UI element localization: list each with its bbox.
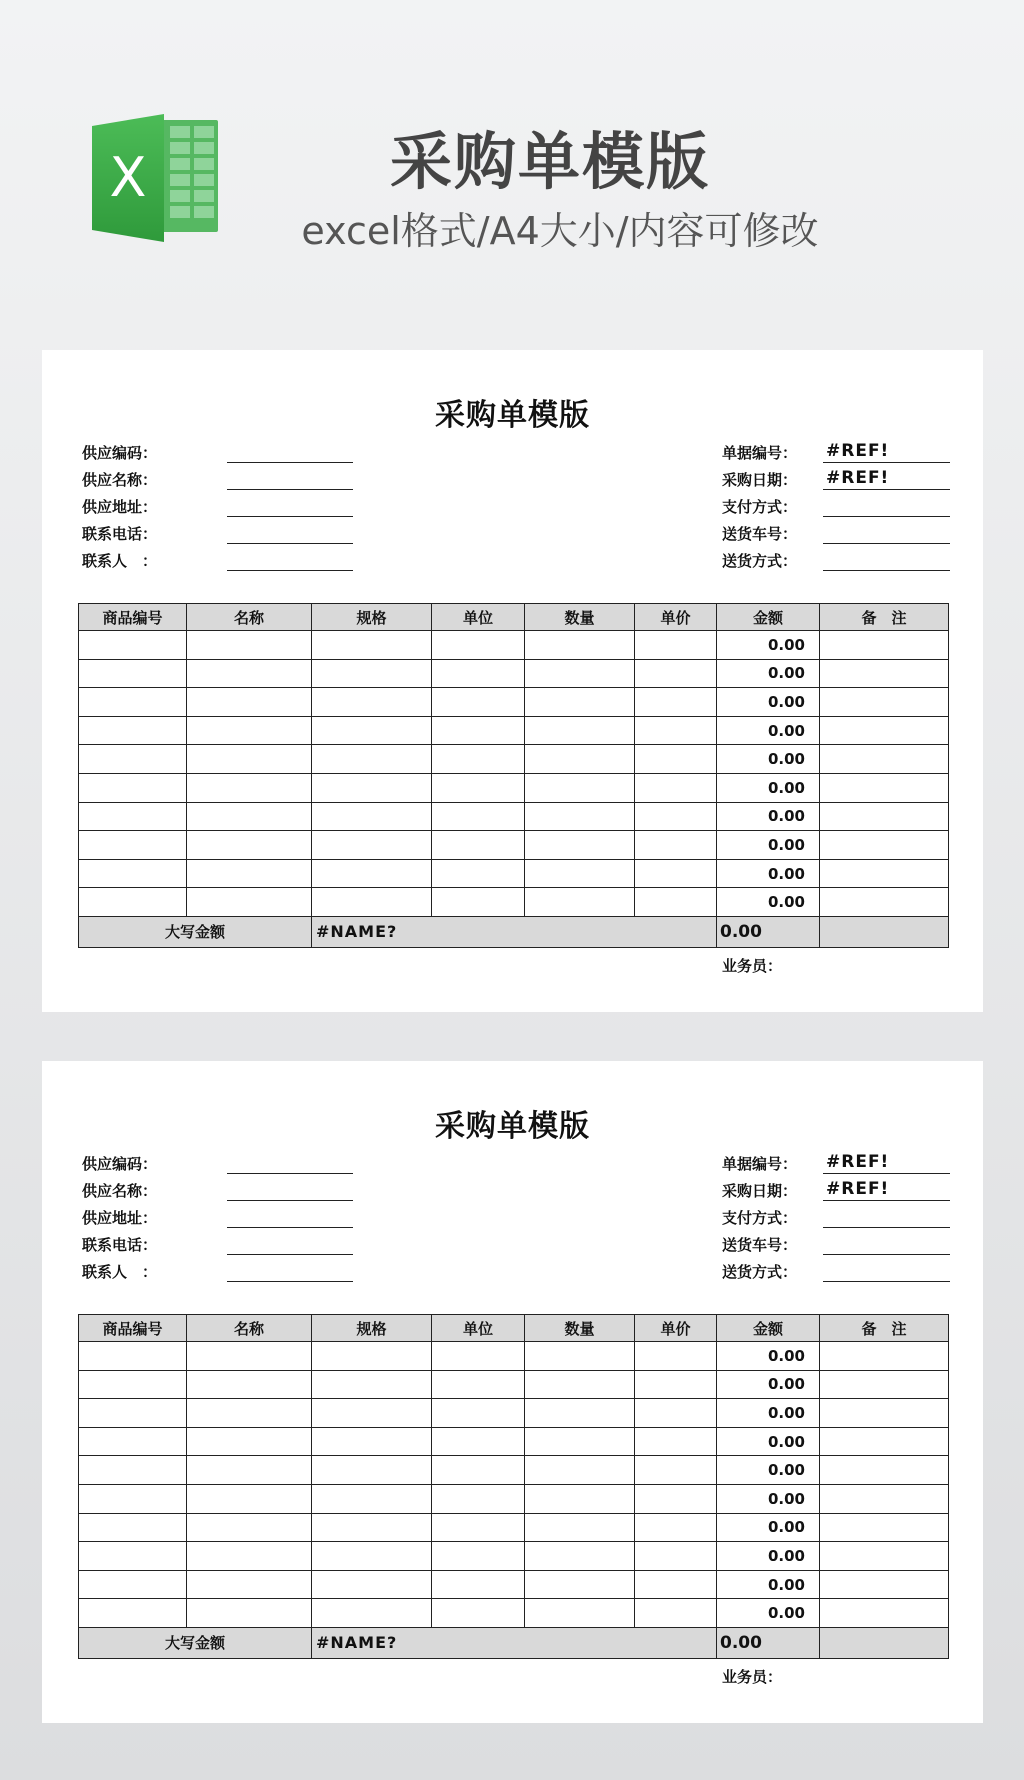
excel-icon	[88, 112, 226, 244]
sheet-title: 采购单模版	[435, 1109, 590, 1144]
contact-row	[82, 1257, 362, 1284]
amount-cell[interactable]: 0.00	[717, 1370, 820, 1399]
contact-label: 联系人 ：	[82, 552, 158, 570]
col-quantity: 数量	[525, 1315, 635, 1342]
col-product-code: 商品编号	[79, 604, 187, 631]
delivery-method-field[interactable]	[823, 1257, 950, 1282]
supplier-address-field[interactable]	[227, 1203, 353, 1228]
table-row	[79, 1570, 949, 1599]
vehicle-number-label: 送货车号：	[722, 1236, 798, 1254]
order-info	[722, 1149, 962, 1284]
amount-cell[interactable]: 0.00	[717, 1484, 820, 1513]
col-spec: 规格	[312, 1315, 432, 1342]
amount-cell[interactable]: 0.00	[717, 745, 820, 774]
page-title: 采购单模版	[389, 125, 710, 198]
table-row	[79, 1513, 949, 1542]
table-row	[79, 1427, 949, 1456]
doc-number-row	[722, 438, 962, 465]
col-product-code: 商品编号	[79, 1315, 187, 1342]
table-row	[79, 716, 949, 745]
purchase-date-label: 采购日期：	[722, 471, 798, 489]
payment-method-label: 支付方式：	[722, 498, 798, 516]
col-quantity: 数量	[525, 604, 635, 631]
supplier-address-row	[82, 1203, 362, 1230]
col-unit: 单位	[432, 604, 525, 631]
supplier-name-label: 供应名称：	[82, 471, 158, 489]
supplier-code-label: 供应编码：	[82, 1155, 158, 1173]
vehicle-number-row	[722, 519, 962, 546]
purchase-date-row	[722, 1176, 962, 1203]
table-row	[79, 888, 949, 917]
table-row	[79, 745, 949, 774]
col-amount: 金额	[717, 1315, 820, 1342]
amount-cell[interactable]: 0.00	[717, 1427, 820, 1456]
payment-method-row	[722, 1203, 962, 1230]
supplier-code-row	[82, 1149, 362, 1176]
table-row	[79, 1484, 949, 1513]
doc-number-label: 单据编号：	[722, 1155, 798, 1173]
contact-row	[82, 546, 362, 573]
total-in-words: #NAME?	[312, 1627, 717, 1658]
phone-row	[82, 1230, 362, 1257]
col-name: 名称	[187, 604, 312, 631]
delivery-method-label: 送货方式：	[722, 1263, 798, 1281]
items-table	[78, 603, 949, 948]
payment-method-field[interactable]	[823, 1203, 950, 1228]
table-row	[79, 1399, 949, 1428]
amount-cell[interactable]: 0.00	[717, 631, 820, 660]
supplier-address-row	[82, 492, 362, 519]
table-header	[79, 1315, 949, 1342]
amount-cell[interactable]: 0.00	[717, 831, 820, 860]
amount-cell[interactable]: 0.00	[717, 1599, 820, 1628]
purchase-date-value: #REF!	[826, 468, 890, 488]
supplier-name-label: 供应名称：	[82, 1182, 158, 1200]
col-remark: 备 注	[820, 604, 949, 631]
amount-cell[interactable]: 0.00	[717, 659, 820, 688]
col-spec: 规格	[312, 604, 432, 631]
col-remark: 备 注	[820, 1315, 949, 1342]
amount-cell[interactable]: 0.00	[717, 888, 820, 917]
amount-cell[interactable]: 0.00	[717, 1342, 820, 1371]
supplier-name-row	[82, 465, 362, 492]
col-amount: 金额	[717, 604, 820, 631]
amount-cell[interactable]: 0.00	[717, 716, 820, 745]
total-in-words: #NAME?	[312, 916, 717, 947]
amount-cell[interactable]: 0.00	[717, 859, 820, 888]
delivery-method-row	[722, 1257, 962, 1284]
amount-cell[interactable]: 0.00	[717, 802, 820, 831]
doc-number-row	[722, 1149, 962, 1176]
purchase-date-label: 采购日期：	[722, 1182, 798, 1200]
amount-cell[interactable]: 0.00	[717, 1399, 820, 1428]
delivery-method-label: 送货方式：	[722, 552, 798, 570]
table-header	[79, 604, 949, 631]
phone-field[interactable]	[227, 519, 353, 544]
banner	[0, 0, 1024, 300]
vehicle-number-field[interactable]	[823, 519, 950, 544]
purchase-order-sheet-2	[42, 1061, 983, 1723]
contact-label: 联系人 ：	[82, 1263, 158, 1281]
total-remark	[820, 916, 949, 947]
total-row	[79, 1627, 949, 1658]
purchase-order-sheet-1	[42, 350, 983, 1012]
col-price: 单价	[635, 604, 717, 631]
table-row	[79, 1342, 949, 1371]
delivery-method-field[interactable]	[823, 546, 950, 571]
table-row	[79, 859, 949, 888]
amount-cell[interactable]: 0.00	[717, 688, 820, 717]
vehicle-number-label: 送货车号：	[722, 525, 798, 543]
delivery-method-row	[722, 546, 962, 573]
total-sum: 0.00	[717, 1627, 820, 1658]
total-remark	[820, 1627, 949, 1658]
table-row	[79, 659, 949, 688]
supplier-name-row	[82, 1176, 362, 1203]
total-caption: 大写金额	[79, 1627, 312, 1658]
supplier-code-row	[82, 438, 362, 465]
table-row	[79, 688, 949, 717]
supplier-address-label: 供应地址：	[82, 498, 158, 516]
phone-label: 联系电话：	[82, 1236, 158, 1254]
payment-method-label: 支付方式：	[722, 1209, 798, 1227]
doc-number-value: #REF!	[826, 441, 890, 461]
amount-cell[interactable]: 0.00	[717, 1570, 820, 1599]
table-row	[79, 773, 949, 802]
table-row	[79, 631, 949, 660]
vehicle-number-field[interactable]	[823, 1230, 950, 1255]
supplier-name-field[interactable]	[227, 1176, 353, 1201]
supplier-info	[82, 1149, 362, 1284]
total-row	[79, 916, 949, 947]
doc-number-value: #REF!	[826, 1152, 890, 1172]
purchase-date-row	[722, 465, 962, 492]
vehicle-number-row	[722, 1230, 962, 1257]
contact-field[interactable]	[227, 1257, 353, 1282]
logo-letter: X	[109, 146, 147, 209]
supplier-address-field[interactable]	[227, 492, 353, 517]
clerk-label: 业务员：	[722, 957, 783, 975]
col-price: 单价	[635, 1315, 717, 1342]
phone-row	[82, 519, 362, 546]
order-info	[722, 438, 962, 573]
amount-cell[interactable]: 0.00	[717, 1513, 820, 1542]
clerk-label: 业务员：	[722, 1668, 783, 1686]
col-name: 名称	[187, 1315, 312, 1342]
table-row	[79, 1456, 949, 1485]
phone-label: 联系电话：	[82, 525, 158, 543]
purchase-date-value: #REF!	[826, 1179, 890, 1199]
total-sum: 0.00	[717, 916, 820, 947]
table-row	[79, 802, 949, 831]
items-table	[78, 1314, 949, 1659]
supplier-code-field[interactable]	[227, 438, 353, 463]
col-unit: 单位	[432, 1315, 525, 1342]
page-subtitle: excel格式/A4大小/内容可修改	[301, 209, 819, 253]
amount-cell[interactable]: 0.00	[717, 1456, 820, 1485]
doc-number-label: 单据编号：	[722, 444, 798, 462]
amount-cell[interactable]: 0.00	[717, 1542, 820, 1571]
total-caption: 大写金额	[79, 916, 312, 947]
amount-cell[interactable]: 0.00	[717, 773, 820, 802]
contact-field[interactable]	[227, 546, 353, 571]
supplier-info	[82, 438, 362, 573]
supplier-code-field[interactable]	[227, 1149, 353, 1174]
table-row	[79, 831, 949, 860]
supplier-name-field[interactable]	[227, 465, 353, 490]
supplier-address-label: 供应地址：	[82, 1209, 158, 1227]
supplier-code-label: 供应编码：	[82, 444, 158, 462]
sheet-title: 采购单模版	[435, 398, 590, 433]
payment-method-row	[722, 492, 962, 519]
payment-method-field[interactable]	[823, 492, 950, 517]
phone-field[interactable]	[227, 1230, 353, 1255]
table-row	[79, 1542, 949, 1571]
table-row	[79, 1599, 949, 1628]
table-row	[79, 1370, 949, 1399]
